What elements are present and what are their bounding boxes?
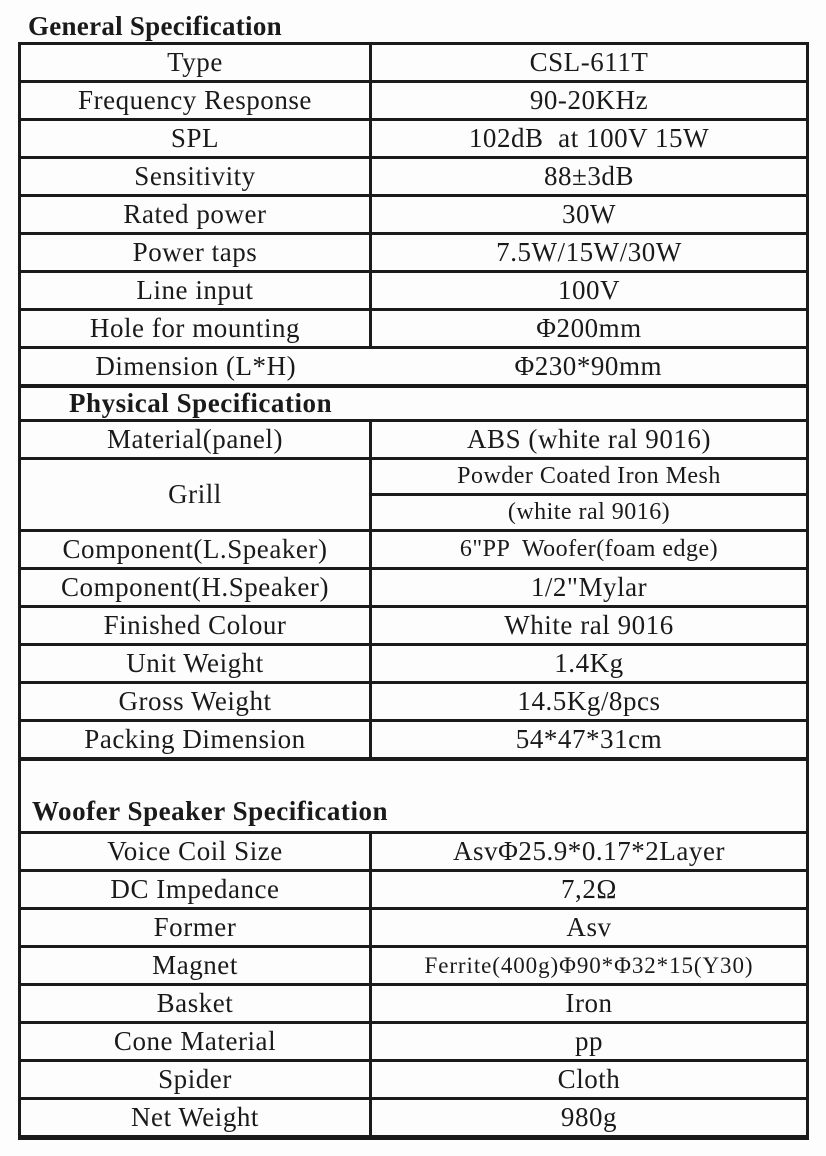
spec-row-basket-label: Basket [20,985,371,1023]
spec-row-dimension-l-h [20,348,808,387]
spec-row-former-value: Asv [371,909,808,947]
spec-row-cone-material-value: pp [371,1023,808,1061]
spec-row-cone-material [20,1023,808,1061]
spec-row-gross-weight [20,683,808,721]
spec-row-unit-weight-value: 1.4Kg [371,645,808,683]
spec-row-dimension-l-h-label: Dimension (L*H) [20,348,371,387]
spec-row-grill-value-1: Powder Coated Iron Mesh [371,459,808,495]
spec-row-line-input-label: Line input [20,272,371,310]
spec-row-hole-for-mounting [20,310,808,348]
spec-row-packing-dimension-value: 54*47*31cm [371,721,808,760]
spec-row-dc-impedance-value: 7,2Ω [371,871,808,909]
spec-row-basket [20,985,808,1023]
spec-row-spl-label: SPL [20,120,371,158]
spec-row-sensitivity-value: 88±3dB [371,158,808,196]
spec-row-former-label: Former [20,909,371,947]
physical-section-heading: Physical Specification [20,386,808,421]
woofer-heading-row [20,759,808,833]
spec-row-rated-power-label: Rated power [20,196,371,234]
spec-row-finished-colour-label: Finished Colour [20,607,371,645]
spec-row-voice-coil-size-label: Voice Coil Size [20,833,371,871]
spec-row-sensitivity [20,158,808,196]
spec-row-grill-label: Grill [20,459,371,531]
spec-row-power-taps [20,234,808,272]
spec-row-spider-label: Spider [20,1061,371,1099]
spec-row-basket-value: Iron [371,985,808,1023]
spec-row-packing-dimension-label: Packing Dimension [20,721,371,760]
spec-row-grill-value-2: (white ral 9016) [371,495,808,531]
specification-table-body [20,44,808,1138]
spec-row-power-taps-value: 7.5W/15W/30W [371,234,808,272]
spec-row-power-taps-label: Power taps [20,234,371,272]
spec-row-net-weight [20,1099,808,1138]
spec-row-frequency-response-label: Frequency Response [20,82,371,120]
spec-row-dc-impedance-label: DC Impedance [20,871,371,909]
spec-row-net-weight-label: Net Weight [20,1099,371,1138]
physical-heading-row [20,386,808,421]
spec-row-component-h-speaker-value: 1/2"Mylar [371,569,808,607]
spec-row-unit-weight [20,645,808,683]
spec-row-spl [20,120,808,158]
spec-row-former [20,909,808,947]
spec-row-dc-impedance [20,871,808,909]
spec-row-type-value: CSL-611T [371,44,808,82]
spec-row-component-l-speaker-label: Component(L.Speaker) [20,531,371,569]
spec-row-gross-weight-value: 14.5Kg/8pcs [371,683,808,721]
spec-row-component-l-speaker-value: 6"PP Woofer(foam edge) [371,531,808,569]
spec-row-rated-power [20,196,808,234]
spec-row-material-panel-value: ABS (white ral 9016) [371,421,808,459]
spec-row-line-input [20,272,808,310]
spec-row-unit-weight-label: Unit Weight [20,645,371,683]
spec-row-magnet [20,947,808,985]
spec-row-spl-value: 102dB at 100V 15W [371,120,808,158]
spec-row-net-weight-value: 980g [371,1099,808,1138]
spec-row-cone-material-label: Cone Material [20,1023,371,1061]
spec-row-frequency-response-value: 90-20KHz [371,82,808,120]
spec-row-hole-for-mounting-value: Φ200mm [371,310,808,348]
spec-row-sensitivity-label: Sensitivity [20,158,371,196]
spec-row-voice-coil-size-value: AsvΦ25.9*0.17*2Layer [371,833,808,871]
spec-row-spider [20,1061,808,1099]
spec-row-rated-power-value: 30W [371,196,808,234]
spec-row-frequency-response [20,82,808,120]
spec-row-magnet-value: Ferrite(400g)Φ90*Φ32*15(Y30) [371,947,808,985]
spec-row-component-h-speaker-label: Component(H.Speaker) [20,569,371,607]
spec-row-grill-line-1 [20,459,808,495]
general-section-heading: General Specification [28,11,282,41]
spec-row-component-l-speaker [20,531,808,569]
spec-row-finished-colour [20,607,808,645]
spec-row-material-panel-label: Material(panel) [20,421,371,459]
spec-row-dimension-l-h-value: Φ230*90mm [371,348,808,387]
specification-table [18,42,809,1140]
spec-row-component-h-speaker [20,569,808,607]
spec-row-material-panel [20,421,808,459]
spec-row-voice-coil-size [20,833,808,871]
spec-row-magnet-label: Magnet [20,947,371,985]
spec-row-spider-value: Cloth [371,1061,808,1099]
woofer-section-heading: Woofer Speaker Specification [20,759,808,833]
spec-row-gross-weight-label: Gross Weight [20,683,371,721]
spec-row-hole-for-mounting-label: Hole for mounting [20,310,371,348]
spec-row-line-input-value: 100V [371,272,808,310]
spec-row-packing-dimension [20,721,808,760]
spec-row-type [20,44,808,82]
spec-row-type-label: Type [20,44,371,82]
spec-row-finished-colour-value: White ral 9016 [371,607,808,645]
